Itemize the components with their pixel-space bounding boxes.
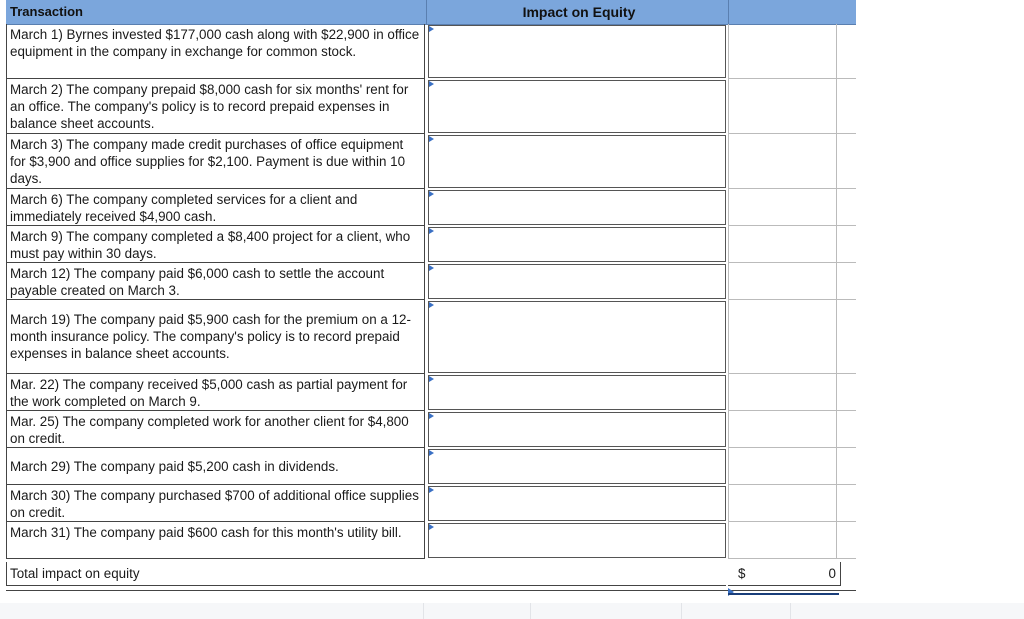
transaction-column-header: Transaction — [10, 4, 83, 19]
total-value: 0 — [828, 566, 836, 581]
extra-cell — [728, 485, 856, 522]
impact-input[interactable] — [428, 80, 726, 133]
impact-input[interactable] — [428, 449, 726, 484]
table-row — [6, 189, 856, 226]
extra-cell — [728, 522, 856, 559]
transaction-description: March 30) The company purchased $700 of additional office supplies on credit. — [6, 485, 425, 522]
table-row — [6, 374, 856, 411]
table-row — [6, 300, 856, 374]
dropdown-indicator-icon — [429, 302, 434, 308]
dropdown-indicator-icon — [429, 26, 434, 32]
extra-cell — [728, 226, 856, 263]
transaction-text: March 19) The company paid $5,900 cash for the premium on a 12-month insurance policy. The company's policy is to record prepaid expenses in balance sheet accounts. — [10, 312, 411, 361]
dropdown-indicator-icon — [429, 136, 434, 142]
total-row — [6, 562, 856, 586]
dropdown-indicator-icon — [429, 487, 434, 493]
extra-cell — [728, 263, 856, 300]
table-row — [6, 263, 856, 300]
impact-input[interactable] — [428, 523, 726, 558]
dropdown-indicator-icon — [429, 524, 434, 530]
dropdown-indicator-icon — [429, 191, 434, 197]
impact-input[interactable] — [428, 375, 726, 410]
dropdown-indicator-icon — [429, 228, 434, 234]
impact-input[interactable] — [428, 227, 726, 262]
impact-input[interactable] — [428, 412, 726, 447]
table-row — [6, 79, 856, 134]
transaction-description: March 9) The company completed a $8,400 project for a client, who must pay within 30 days. — [6, 226, 425, 263]
total-underline — [728, 593, 839, 595]
extra-cell — [728, 411, 856, 448]
transaction-description: March 12) The company paid $6,000 cash to settle the account payable created on March 3. — [6, 263, 425, 300]
impact-column-header: Impact on Equity — [522, 4, 636, 20]
impact-input[interactable] — [428, 135, 726, 188]
extra-cell — [728, 448, 856, 485]
table-row — [6, 448, 856, 485]
table-row — [6, 522, 856, 559]
transaction-description — [6, 300, 425, 374]
table-row — [6, 134, 856, 189]
impact-input[interactable] — [428, 25, 726, 78]
extra-cell — [728, 79, 856, 134]
transaction-description: Mar. 22) The company received $5,000 cash as partial payment for the work completed on March 9. — [6, 374, 425, 411]
extra-cell — [728, 24, 856, 79]
transaction-text: March 29) The company paid $5,200 cash in dividends. — [10, 458, 339, 474]
transaction-description: March 1) Byrnes invested $177,000 cash along with $22,900 in office equipment in the company in exchange for common stock. — [6, 24, 425, 79]
dropdown-indicator-icon — [429, 376, 434, 382]
extra-cell — [728, 134, 856, 189]
transaction-description: March 31) The company paid $600 cash for this month's utility bill. — [6, 522, 425, 559]
dropdown-indicator-icon — [429, 450, 434, 456]
extra-cell — [728, 374, 856, 411]
table-row — [6, 485, 856, 522]
dropdown-indicator-icon — [429, 81, 434, 87]
extra-cell — [728, 189, 856, 226]
transaction-description — [6, 448, 425, 485]
currency-symbol: $ — [738, 566, 746, 581]
dropdown-indicator-icon — [429, 413, 434, 419]
dropdown-indicator-icon — [429, 265, 434, 271]
table-row — [6, 226, 856, 263]
table-header — [6, 0, 856, 25]
table-row — [6, 411, 856, 448]
transaction-description: Mar. 25) The company completed work for another client for $4,800 on credit. — [6, 411, 425, 448]
total-label: Total impact on equity — [6, 562, 726, 586]
table-row — [6, 24, 856, 79]
impact-input[interactable] — [428, 264, 726, 299]
impact-input[interactable] — [428, 486, 726, 521]
footer-bar — [0, 603, 1024, 619]
transaction-description: March 6) The company completed services for a client and immediately received $4,900 cash. — [6, 189, 425, 226]
impact-input[interactable] — [428, 190, 726, 225]
extra-cell — [728, 300, 856, 374]
header-divider — [728, 0, 729, 24]
header-divider — [426, 0, 427, 24]
cell-divider — [840, 562, 841, 586]
transaction-description: March 3) The company made credit purchases of office equipment for $3,900 and office supplies for $2,100. Payment is due within 10 days. — [6, 134, 425, 189]
impact-input[interactable] — [428, 301, 726, 373]
transaction-description: March 2) The company prepaid $8,000 cash for six months' rent for an office. The company's policy is to record prepaid expenses in balance sheet accounts. — [6, 79, 425, 134]
